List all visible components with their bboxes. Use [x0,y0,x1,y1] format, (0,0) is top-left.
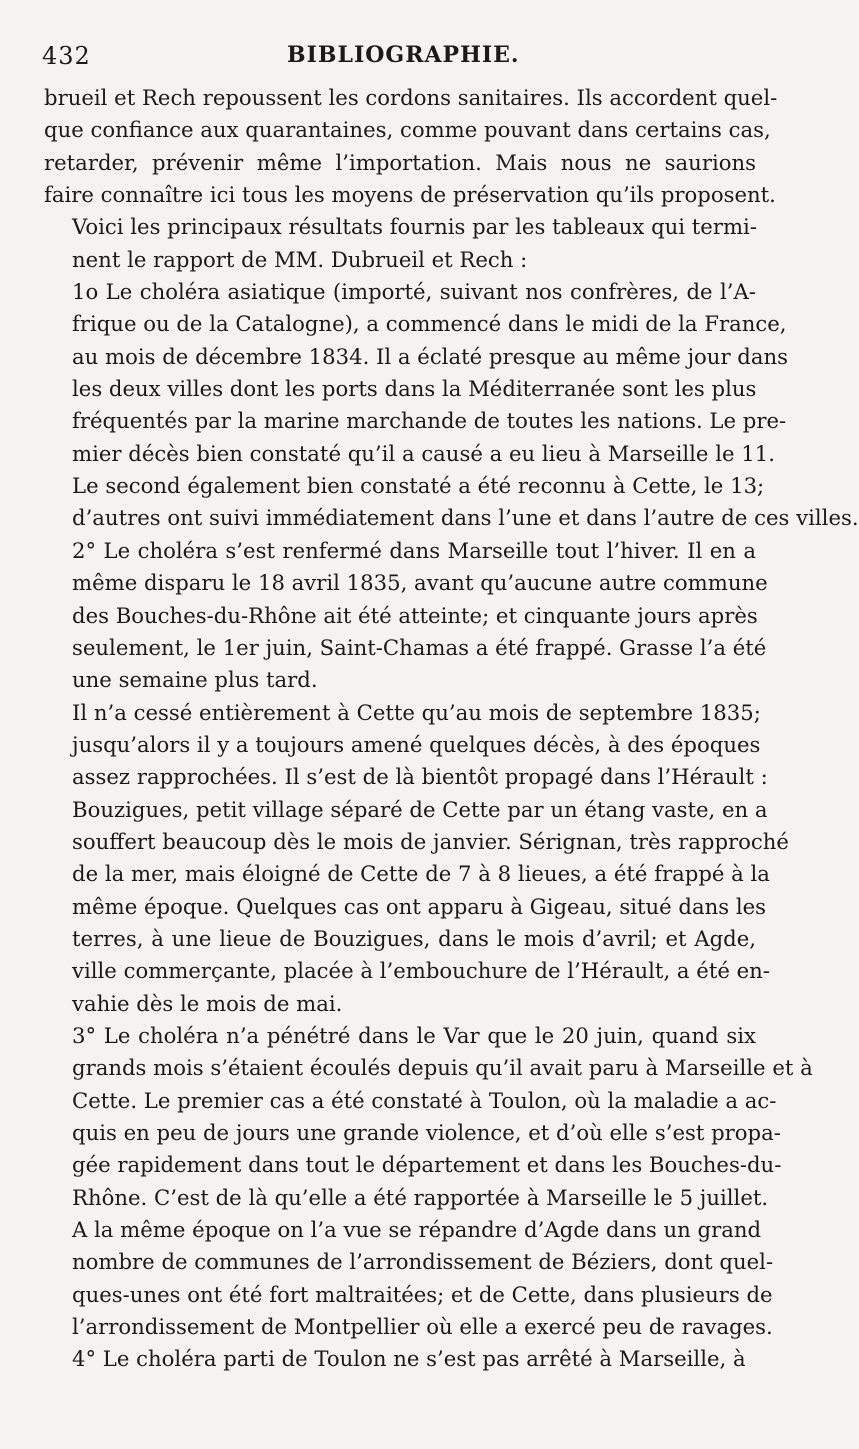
paragraph [44,211,756,276]
text-line: nent le rapport de MM. Dubrueil et Rech : [72,246,528,272]
text-line: 3° Le choléra n’a pénétré dans le Var que le 20 juin, quand six [72,1022,756,1048]
text-line: ques-unes ont été fort maltraitées; et de Cette, dans plusieurs de [72,1281,773,1307]
text-line: brueil et Rech repoussent les cordons sanitaires. Ils accordent quel- [44,85,778,110]
text-line: l’arrondissement de Montpellier où elle a exercé peu de ravages. [72,1314,773,1340]
page-number: 432 [42,42,91,70]
text-line: faire connaître ici tous les moyens de préservation qu’ils proposent. [44,182,776,208]
text-line: nombre de communes de l’arrondissement de Béziers, dont quel- [72,1249,774,1275]
text-line: 4° Le choléra parti de Toulon ne s’est pas arrêté à Marseille, à [72,1346,746,1372]
text-line: de la mer, mais éloigné de Cette de 7 à 8 lieues, a été frappé à la [72,861,770,887]
paragraph [44,535,768,697]
paragraph [44,1214,774,1343]
text-line: même disparu le 18 avril 1835, avant qu’aucune autre commune [72,570,768,596]
text-line: Il n’a cessé entièrement à Cette qu’au mois de septembre 1835; [72,699,761,725]
text-line: Voici les principaux résultats fournis par les tableaux qui termi- [72,214,757,240]
text-line: d’autres ont suivi immédiatement dans l’une et dans l’autre de ces villes. [72,505,859,531]
paragraph [44,1343,756,1375]
text-line: retarder, prévenir même l’importation. Mais nous ne saurions [44,149,756,175]
text-line: 1o Le choléra asiatique (importé, suivant nos confrères, de l’A- [72,279,756,305]
text-line: que confiance aux quarantaines, comme pouvant dans certains cas, [44,117,771,143]
text-line: gée rapidement dans tout le département et dans les Bouches-du- [72,1152,782,1178]
paragraph [44,697,789,1020]
text-line: Le second également bien constaté a été reconnu à Cette, le 13; [72,473,765,499]
paragraph [44,1020,813,1214]
text-line: Bouzigues, petit village séparé de Cette par un étang vaste, en a [72,796,768,822]
text-line: une semaine plus tard. [72,667,318,693]
text-line: A la même époque on l’a vue se répandre d’Agde dans un grand [72,1217,762,1243]
text-line: souffert beaucoup dès le mois de janvier. Sérignan, très rapproché [72,828,789,854]
text-line: Cette. Le premier cas a été constaté à Toulon, où la maladie a ac- [72,1087,777,1113]
page-header [42,42,752,78]
text-line: quis en peu de jours une grande violence, et d’où elle s’est propa- [72,1120,781,1145]
text-line: 2° Le choléra s’est renfermé dans Marseille tout l’hiver. Il en a [72,537,756,563]
text-line: au mois de décembre 1834. Il a éclaté presque au même jour dans [72,343,789,369]
paragraph [44,82,778,211]
text-line: vahie dès le mois de mai. [72,990,343,1016]
text-line: même époque. Quelques cas ont apparu à Gigeau, situé dans les [72,893,767,919]
text-line: Rhône. C’est de là qu’elle a été rapportée à Marseille le 5 juillet. [72,1184,769,1210]
text-line: jusqu’alors il y a toujours amené quelques décès, à des époques [72,731,761,757]
body-text [44,82,859,1376]
text-line: frique ou de la Catalogne), a commencé dans le midi de la France, [72,311,787,337]
text-line: terres, à une lieue de Bouzigues, dans le mois d’avril; et Agde, [72,925,756,951]
text-line: mier décès bien constaté qu’il a causé a eu lieu à Marseille le 11. [72,440,775,466]
paragraph [44,276,859,535]
text-line: seulement, le 1er juin, Saint-Chamas a été frappé. Grasse l’a été [72,634,767,660]
text-line: grands mois s’étaient écoulés depuis qu’il avait paru à Marseille et à [72,1055,813,1081]
text-line: fréquentés par la marine marchande de toutes les nations. Le pre- [72,408,787,434]
text-line: assez rapprochées. Il s’est de là bientôt propagé dans l’Hérault : [72,764,768,790]
running-title: BIBLIOGRAPHIE. [287,42,520,68]
text-line: des Bouches-du-Rhône ait été atteinte; et cinquante jours après [72,602,758,628]
text-line: les deux villes dont les ports dans la Méditerranée sont les plus [72,376,757,402]
text-line: ville commerçante, placée à l’embouchure de l’Hérault, a été en- [72,958,770,984]
